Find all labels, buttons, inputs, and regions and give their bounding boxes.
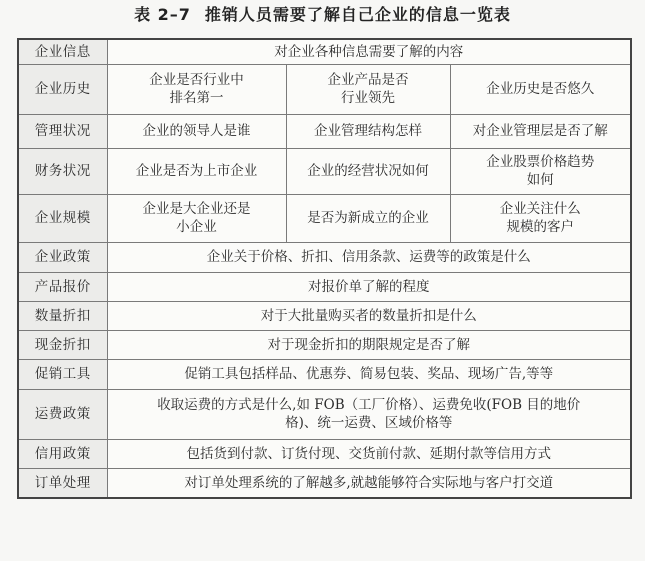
- row-cell: 企业股票价格趋势 如何: [450, 148, 631, 194]
- header-content-cell: 对企业各种信息需要了解的内容: [107, 39, 631, 64]
- row-full-cell: 企业关于价格、折扣、信用条款、运费等的政策是什么: [107, 242, 631, 272]
- row-category-cell: 产品报价: [18, 272, 107, 301]
- row-cell: 企业产品是否 行业领先: [286, 64, 450, 114]
- header-category-cell: 企业信息: [18, 39, 107, 64]
- table-row: [18, 439, 631, 468]
- row-category-cell: 企业历史: [18, 64, 107, 114]
- table-number: 表 2–7: [134, 5, 191, 24]
- row-category-cell: 管理状况: [18, 114, 107, 148]
- row-category-cell: 数量折扣: [18, 301, 107, 330]
- row-cell: 企业的领导人是谁: [107, 114, 286, 148]
- row-cell: 企业管理结构怎样: [286, 114, 450, 148]
- table-title: 推销人员需要了解自己企业的信息一览表: [204, 5, 511, 24]
- row-full-cell: 促销工具包括样品、优惠券、简易包装、奖品、现场广告,等等: [107, 359, 631, 389]
- row-cell: 企业关注什么 规模的客户: [450, 194, 631, 242]
- table-row: [18, 301, 631, 330]
- row-category-cell: 财务状况: [18, 148, 107, 194]
- row-category-cell: 运费政策: [18, 389, 107, 439]
- row-cell: 企业是否为上市企业: [107, 148, 286, 194]
- table-row: [18, 330, 631, 359]
- table-row: [18, 389, 631, 439]
- table-row: [18, 148, 631, 194]
- row-category-cell: 企业规模: [18, 194, 107, 242]
- row-cell: 企业是否行业中 排名第一: [107, 64, 286, 114]
- row-category-cell: 促销工具: [18, 359, 107, 389]
- row-full-cell: 对于大批量购买者的数量折扣是什么: [107, 301, 631, 330]
- table-caption: [0, 4, 645, 26]
- row-cell: 企业历史是否悠久: [450, 64, 631, 114]
- row-category-cell: 现金折扣: [18, 330, 107, 359]
- row-category-cell: 信用政策: [18, 439, 107, 468]
- table-row: [18, 468, 631, 498]
- row-full-cell: 收取运费的方式是什么,如 FOB（工厂价格）、运费免收(FOB 目的地价 格)、统一运费、区域价格等: [107, 389, 631, 439]
- table-row: [18, 242, 631, 272]
- table-row: [18, 194, 631, 242]
- row-category-cell: 订单处理: [18, 468, 107, 498]
- table-row: [18, 64, 631, 114]
- enterprise-info-table: [17, 38, 632, 499]
- row-cell: 对企业管理层是否了解: [450, 114, 631, 148]
- row-cell: 企业是大企业还是 小企业: [107, 194, 286, 242]
- table-row: [18, 272, 631, 301]
- table-row: [18, 359, 631, 389]
- table-header-row: [18, 39, 631, 64]
- row-full-cell: 包括货到付款、订货付现、交货前付款、延期付款等信用方式: [107, 439, 631, 468]
- row-cell: 企业的经营状况如何: [286, 148, 450, 194]
- row-full-cell: 对报价单了解的程度: [107, 272, 631, 301]
- row-cell: 是否为新成立的企业: [286, 194, 450, 242]
- row-full-cell: 对于现金折扣的期限规定是否了解: [107, 330, 631, 359]
- row-category-cell: 企业政策: [18, 242, 107, 272]
- table-row: [18, 114, 631, 148]
- row-full-cell: 对订单处理系统的了解越多,就越能够符合实际地与客户打交道: [107, 468, 631, 498]
